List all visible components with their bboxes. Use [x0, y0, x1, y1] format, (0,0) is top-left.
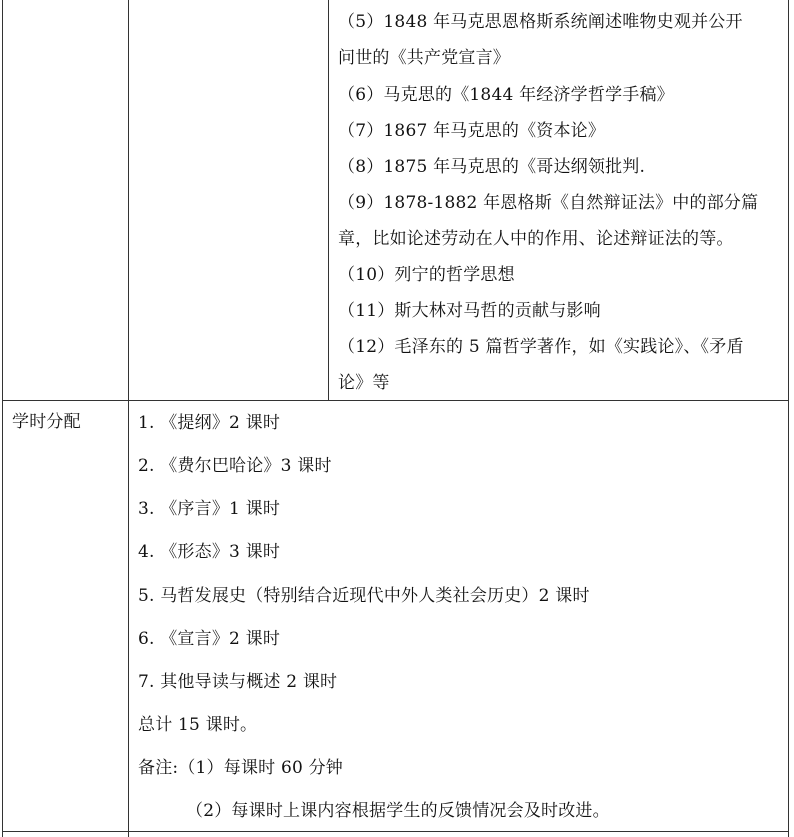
- allocation-note-2: （2）每课时上课内容根据学生的反馈情况会及时改进。: [186, 801, 610, 821]
- works-line-4: （7）1867 年马克思的《资本论》: [338, 121, 606, 141]
- works-line-5: （8）1875 年马克思的《哥达纲领批判.: [338, 157, 646, 177]
- bottom-row-divider: [2, 831, 789, 832]
- allocation-label: 学时分配: [12, 412, 81, 432]
- works-line-7: 章，比如论述劳动在人中的作用、论述辩证法的等。: [338, 229, 734, 249]
- allocation-item-7: 7. 其他导读与概述 2 课时: [138, 672, 338, 692]
- allocation-item-6: 6. 《宣言》2 课时: [138, 629, 281, 649]
- allocation-item-5: 5. 马哲发展史（特别结合近现代中外人类社会历史）2 课时: [138, 586, 590, 606]
- allocation-note-1: 备注:（1）每课时 60 分钟: [138, 758, 343, 778]
- allocation-item-2: 2. 《费尔巴哈论》3 课时: [138, 456, 332, 476]
- works-line-1: （5）1848 年马克思恩格斯系统阐述唯物史观并公开: [338, 12, 743, 32]
- allocation-total: 总计 15 课时。: [138, 715, 258, 735]
- works-line-6: （9）1878-1882 年恩格斯《自然辩证法》中的部分篇: [338, 193, 759, 213]
- works-line-10: （12）毛泽东的 5 篇哲学著作，如《实践论》、《矛盾: [338, 337, 744, 357]
- works-line-3: （6）马克思的《1844 年经济学哲学手稿》: [338, 85, 674, 105]
- table-right-border: [788, 0, 789, 837]
- works-line-11: 论》等: [338, 373, 390, 393]
- table-left-border: [2, 0, 3, 837]
- label-column-divider: [128, 0, 129, 837]
- row-divider: [2, 400, 789, 401]
- allocation-item-4: 4. 《形态》3 课时: [138, 542, 281, 562]
- works-line-9: （11）斯大林对马哲的贡献与影响: [338, 301, 601, 321]
- allocation-item-1: 1. 《提纲》2 课时: [138, 413, 281, 433]
- works-line-8: （10）列宁的哲学思想: [338, 265, 515, 285]
- upper-inner-column-divider: [328, 0, 329, 400]
- works-line-2: 问世的《共产党宣言》: [338, 48, 510, 68]
- allocation-item-3: 3. 《序言》1 课时: [138, 499, 281, 519]
